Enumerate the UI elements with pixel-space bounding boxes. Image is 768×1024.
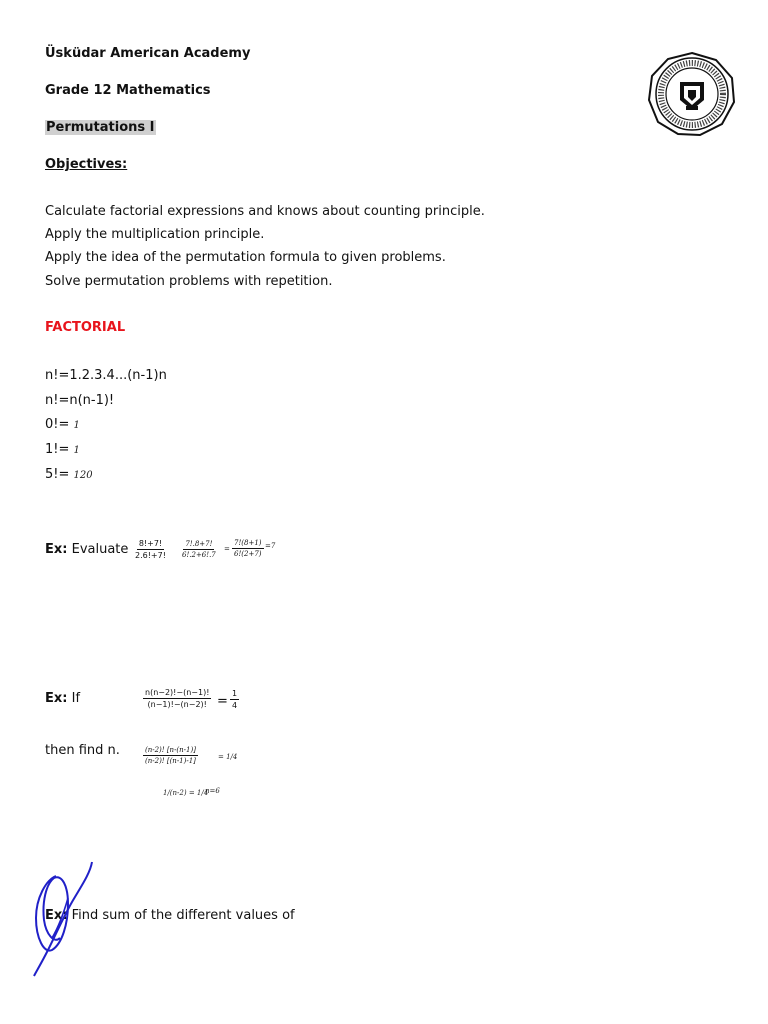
objectives-heading: Objectives:: [45, 157, 128, 172]
factorial-line: 1!= 1: [45, 442, 80, 457]
example-2-work-step-1: $\frac{(n-2)! [n-(n-1)]}{(n-2)! [(n-1)-1]}$: [145, 746, 196, 765]
factorial-line: 5!= 120: [45, 467, 93, 482]
handwritten-answer: 120: [73, 470, 93, 481]
factorial-line: 0!= 1: [45, 417, 80, 432]
example-2-question: then find n.: [45, 743, 120, 758]
handwritten-answer: 1: [73, 445, 80, 456]
example-1-result: =7: [265, 542, 276, 550]
example-1-work-step-2: $\frac{7!(8+1)}{6!(2+7)}$: [234, 539, 262, 558]
equals-sign: =: [217, 694, 228, 709]
objective-item: Apply the idea of the permutation formula to given problems.: [45, 250, 446, 265]
example-1-prompt: Ex: Evaluate: [45, 542, 129, 557]
example-1-work-step-1: $\frac{7!.8+7!}{6!.2+6!.7}$: [182, 540, 216, 559]
school-seal-logo: [646, 50, 738, 138]
factorial-line: n!=n(n-1)!: [45, 393, 115, 408]
example-2-rhs: $\frac{1}{4}$: [232, 689, 238, 710]
course-name: Grade 12 Mathematics: [45, 83, 211, 98]
pen-scribble: [28, 858, 100, 982]
example-3-prompt: Ex: Find sum of the different values of: [45, 908, 295, 923]
factorial-heading: FACTORIAL: [45, 320, 126, 335]
example-2-answer: n=6: [205, 787, 220, 795]
handwritten-answer: 1: [73, 420, 80, 431]
topic-title: Permutations I: [46, 120, 155, 135]
equals-sign: =: [224, 545, 230, 553]
example-2-fraction: $\frac{n(n-2)!-(n-1)!}{(n-1)!-(n-2)!}$: [145, 688, 210, 709]
example-1-fraction: $\frac{8!+7!}{2.6!+7!}$: [135, 539, 166, 560]
example-2-work-step-2: 1/(n-2) = 1/4: [163, 789, 209, 797]
factorial-line: n!=1.2.3.4...(n-1)n: [45, 368, 167, 383]
example-2-prompt: Ex: If: [45, 691, 81, 706]
objective-item: Calculate factorial expressions and knows about counting principle.: [45, 204, 485, 219]
example-2-work-rhs: = 1/4: [218, 753, 238, 761]
objective-item: Apply the multiplication principle.: [45, 227, 265, 242]
school-name: Üsküdar American Academy: [45, 46, 251, 61]
objective-item: Solve permutation problems with repetition.: [45, 274, 333, 289]
